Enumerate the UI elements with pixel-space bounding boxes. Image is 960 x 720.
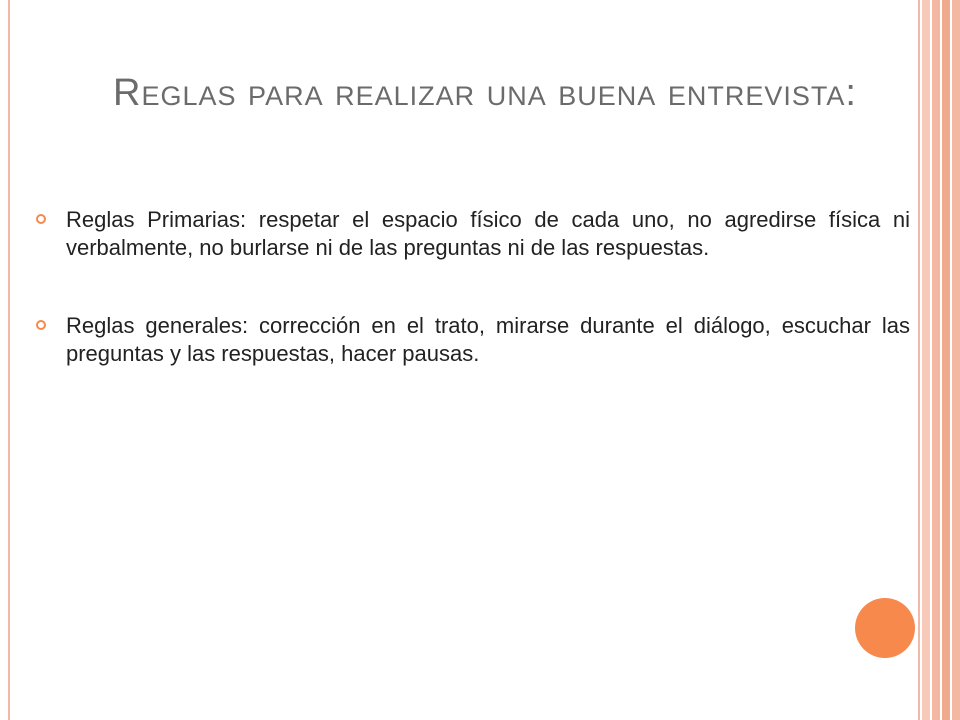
decorative-circle-icon (855, 598, 915, 658)
decorative-stripes (922, 0, 960, 720)
list-item (36, 312, 910, 368)
bullet-ring-icon (36, 214, 46, 224)
bullet-text-general-rules: Reglas generales: corrección en el trato, mirarse durante el diálogo, escuchar las preguntas y las respuestas, hacer pausas. (66, 313, 910, 366)
frame-right-line (918, 0, 920, 720)
bullet-ring-icon (36, 320, 46, 330)
list-item (36, 206, 910, 262)
bullet-text-primary-rules: Reglas Primarias: respetar el espacio físico de cada uno, no agredirse física ni verbalmente, no burlarse ni de las preguntas ni de las respuestas. (66, 207, 910, 260)
frame-left-line (8, 0, 10, 720)
slide-title: Reglas para realizar una buena entrevista: (113, 72, 857, 114)
bullet-list (36, 206, 910, 418)
